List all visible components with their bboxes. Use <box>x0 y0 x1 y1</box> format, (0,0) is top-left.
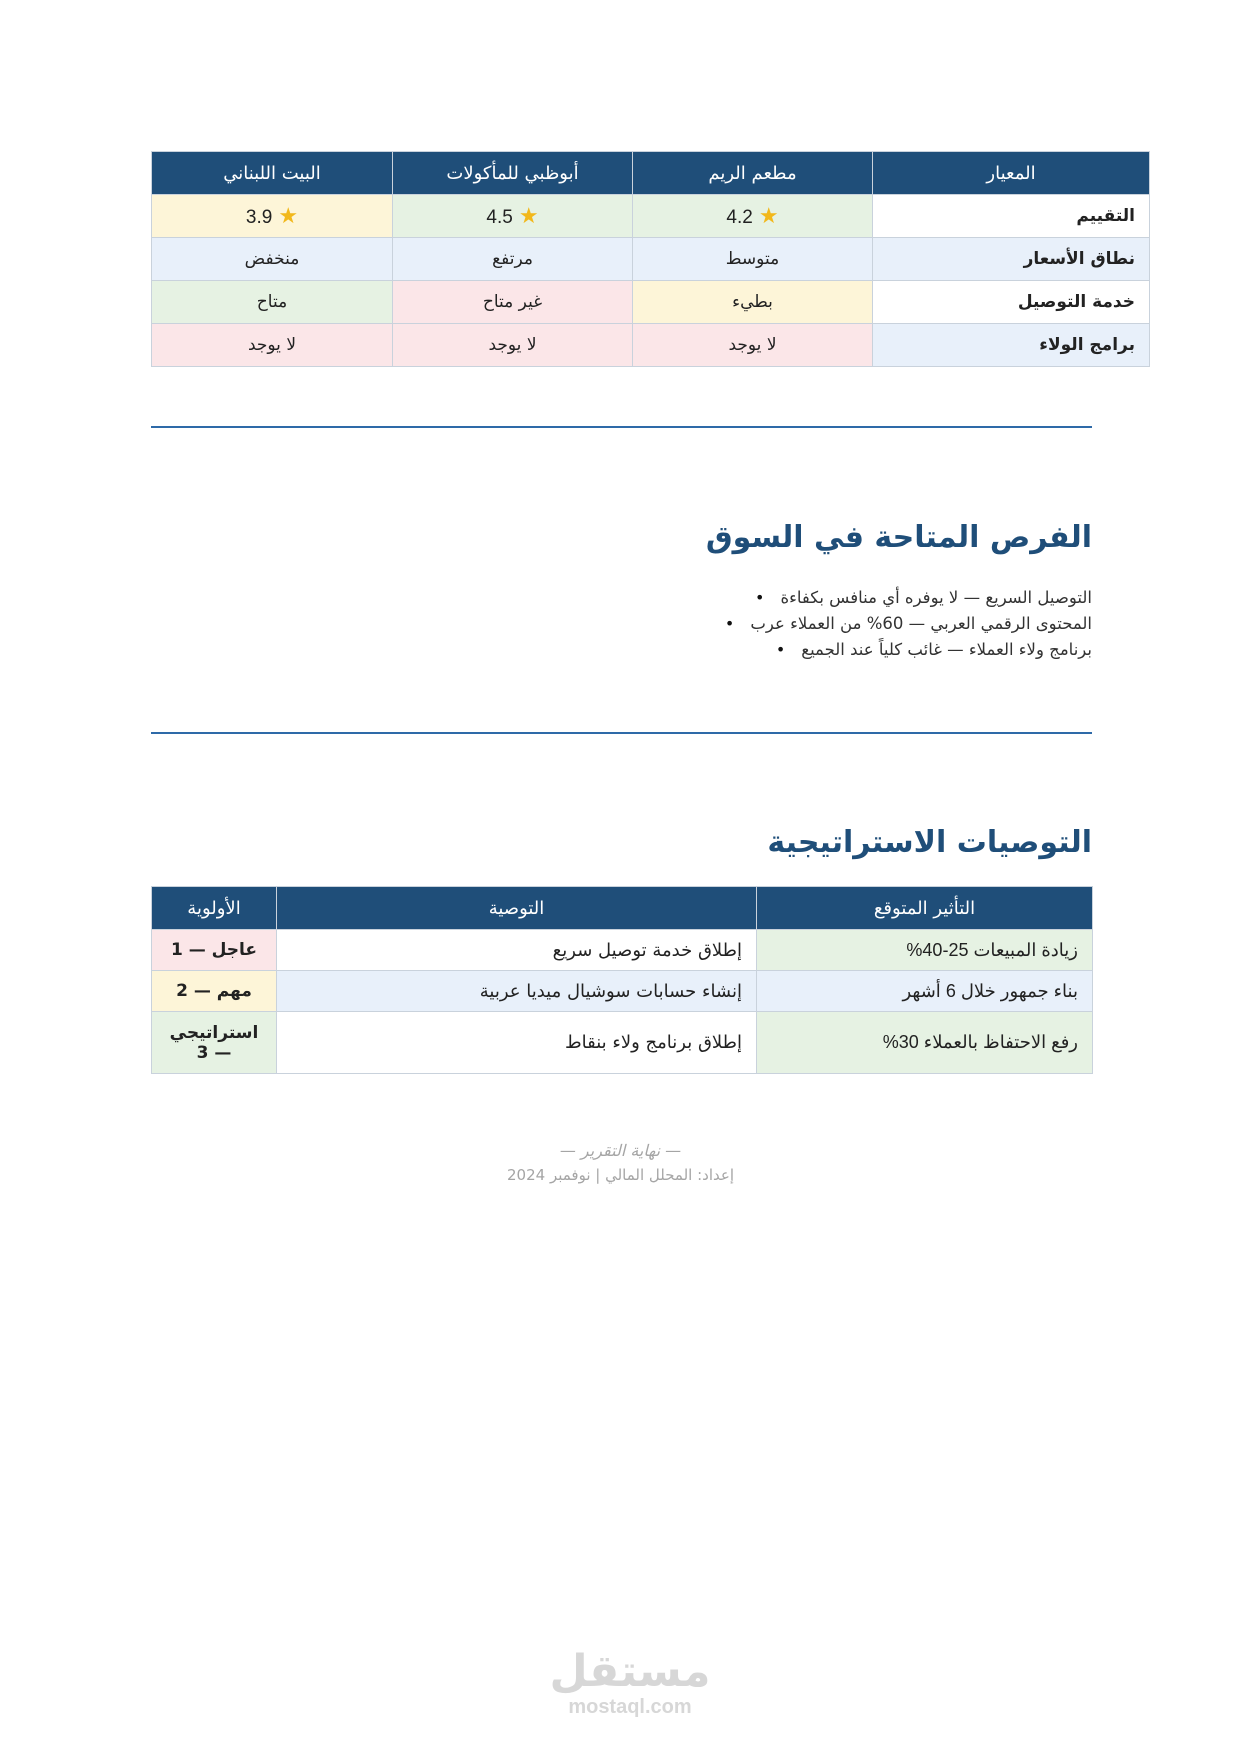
report-credit: إعداد: المحلل المالي | نوفمبر 2024 <box>506 1166 734 1184</box>
star-icon: ★ <box>758 203 779 229</box>
watermark-arabic: مستقل <box>549 1646 711 1697</box>
header-competitor-1: مطعم الريم <box>633 152 873 195</box>
table-cell: لا يوجد <box>393 324 633 367</box>
table-cell: لا يوجد <box>152 324 393 367</box>
recommendation-cell: إطلاق خدمة توصيل سريع <box>277 930 757 971</box>
star-icon: ★ <box>518 203 539 229</box>
bullet-icon: • <box>755 588 765 607</box>
mostaql-watermark-logo <box>540 1648 720 1719</box>
rating-cell: ★3.9 <box>152 195 393 238</box>
table-row <box>152 195 1150 238</box>
impact-cell: زيادة المبيعات 25-40% <box>757 930 1093 971</box>
table-cell: غير متاح <box>393 281 633 324</box>
rating-cell: ★4.2 <box>633 195 873 238</box>
recommendations-heading: التوصيات الاستراتيجية <box>767 825 1092 860</box>
table-row <box>152 971 1093 1012</box>
table-row <box>152 324 1150 367</box>
table-cell: متوسط <box>633 238 873 281</box>
competitor-comparison-table <box>151 151 1150 367</box>
opportunities-heading: الفرص المتاحة في السوق <box>705 520 1092 555</box>
recommendations-table <box>151 886 1093 1074</box>
row-label-price-range: نطاق الأسعار <box>873 238 1150 281</box>
list-item: برنامج ولاء العملاء — غائب كلياً عند الجميع• <box>725 637 1092 663</box>
report-footer <box>0 1141 1241 1184</box>
table-row <box>152 281 1150 324</box>
header-priority: الأولوية <box>152 887 277 930</box>
priority-cell: عاجل — 1 <box>152 930 277 971</box>
recommendation-cell: إنشاء حسابات سوشيال ميديا عربية <box>277 971 757 1012</box>
star-icon: ★ <box>278 203 299 229</box>
table-header-row <box>152 152 1150 195</box>
header-impact: التأثير المتوقع <box>757 887 1093 930</box>
rating-cell: ★4.5 <box>393 195 633 238</box>
row-label-loyalty: برامج الولاء <box>873 324 1150 367</box>
section-divider <box>151 426 1092 428</box>
impact-cell: بناء جمهور خلال 6 أشهر <box>757 971 1093 1012</box>
list-item: التوصيل السريع — لا يوفره أي منافس بكفاءة• <box>725 585 1092 611</box>
priority-cell: مهم — 2 <box>152 971 277 1012</box>
opportunities-list <box>725 585 1092 663</box>
report-end-text: — نهاية التقرير — <box>559 1141 682 1160</box>
table-cell: منخفض <box>152 238 393 281</box>
header-competitor-3: البيت اللبناني <box>152 152 393 195</box>
table-row <box>152 238 1150 281</box>
recommendation-cell: إطلاق برنامج ولاء بنقاط <box>277 1012 757 1074</box>
table-header-row <box>152 887 1093 930</box>
table-row <box>152 1012 1093 1074</box>
table-cell: مرتفع <box>393 238 633 281</box>
impact-cell: رفع الاحتفاظ بالعملاء 30% <box>757 1012 1093 1074</box>
priority-cell: استراتيجي — 3 <box>152 1012 277 1074</box>
header-criterion: المعيار <box>873 152 1150 195</box>
list-item: المحتوى الرقمي العربي — 60% من العملاء عرب• <box>725 611 1092 637</box>
table-cell: لا يوجد <box>633 324 873 367</box>
row-label-delivery: خدمة التوصيل <box>873 281 1150 324</box>
watermark-latin: mostaql.com <box>568 1696 692 1718</box>
bullet-icon: • <box>775 640 786 659</box>
table-cell: بطيء <box>633 281 873 324</box>
row-label-rating: التقييم <box>873 195 1150 238</box>
table-row <box>152 930 1093 971</box>
header-competitor-2: أبوظبي للمأكولات <box>393 152 633 195</box>
table-cell: متاح <box>152 281 393 324</box>
bullet-icon: • <box>724 614 735 633</box>
header-recommendation: التوصية <box>277 887 757 930</box>
section-divider <box>151 732 1092 734</box>
